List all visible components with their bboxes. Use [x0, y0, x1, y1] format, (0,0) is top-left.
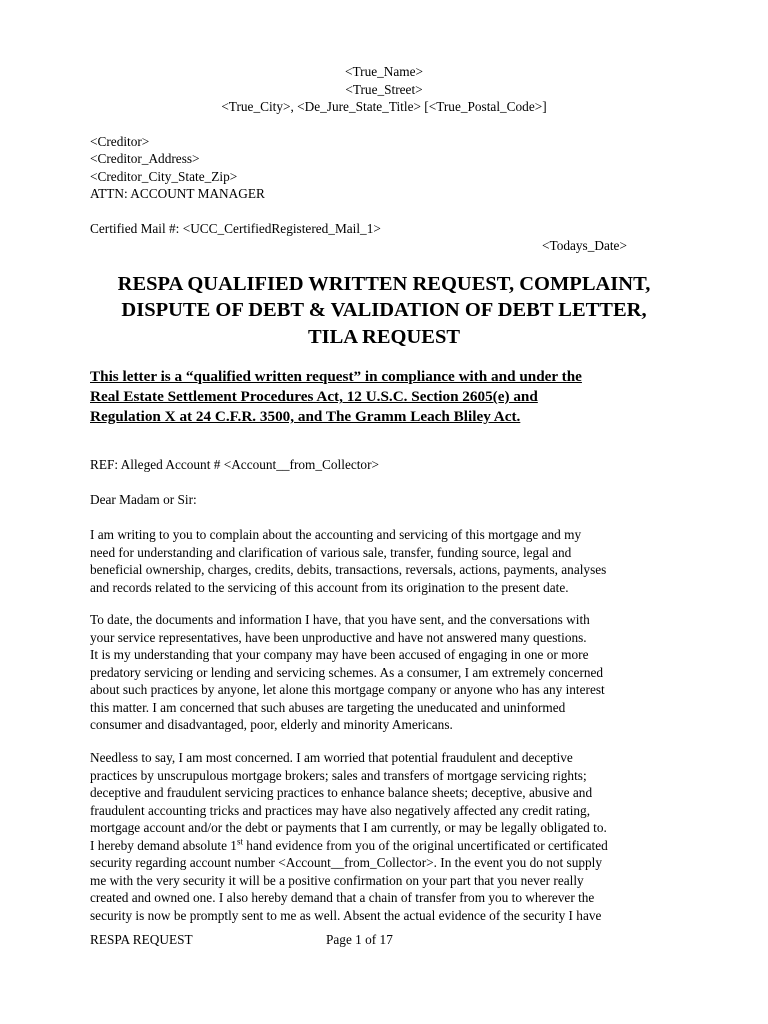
paragraph-2-line: It is my understanding that your company may have been accused of engaging in one or more — [90, 647, 589, 662]
paragraph-2-line: about such practices by anyone, let alone this mortgage company or anyone who has any interest — [90, 682, 605, 697]
paragraph-3-line: practices by unscrupulous mortgage brokers; sales and transfers of mortgage servicing rights; — [90, 767, 587, 783]
letter-date: <Todays_Date> — [542, 238, 627, 253]
paragraph-2-line: your service representatives, have been unproductive and have not answered many questions. — [90, 629, 587, 645]
notice-line-2: Real Estate Settlement Procedures Act, 12 U.S.C. Section 2605(e) and — [90, 388, 538, 405]
paragraph-1-line: beneficial ownership, charges, credits, debits, transactions, reversals, actions, payments, analyses — [90, 562, 607, 577]
paragraph-1-line: and records related to the servicing of this account from its origination to the present date. — [90, 579, 569, 595]
paragraph-2-line: To date, the documents and information I have, that you have sent, and the conversations with — [90, 612, 590, 627]
sender-name: <True_Name> — [344, 64, 424, 79]
document-title-line-2: DISPUTE OF DEBT & VALIDATION OF DEBT LETTER, — [121, 299, 647, 321]
ordinal-superscript: st — [236, 836, 243, 847]
document-title-line-1: RESPA QUALIFIED WRITTEN REQUEST, COMPLAINT, — [117, 273, 651, 295]
recipient-city-state-zip: <Creditor_City_State_Zip> — [90, 169, 238, 184]
paragraph-1 — [90, 526, 606, 596]
notice-line-3: Regulation X at 24 C.F.R. 3500, and The Gramm Leach Bliley Act. — [90, 408, 521, 425]
document-title-line-3: TILA REQUEST — [307, 326, 461, 348]
paragraph-2-line: this matter. I am concerned that such abuses are targeting the uneducated and uninformed — [90, 699, 566, 715]
sender-city-state-zip: <True_City>, <De_Jure_State_Title> [<True_Postal_Code>] — [221, 99, 547, 114]
paragraph-3-line: me with the very security it will be a positive confirmation on your part that you never really — [90, 872, 584, 888]
footer-page-number: Page 1 of 17 — [326, 932, 393, 947]
paragraph-3-line: security regarding account number <Account__from_Collector>. In the event you do not supply — [90, 855, 603, 870]
paragraph-3 — [90, 749, 608, 924]
recipient-attn: ATTN: ACCOUNT MANAGER — [90, 186, 265, 201]
paragraph-3-line: deceptive and fraudulent servicing practices to enhance balance sheets; deceptive, abusive and — [90, 785, 593, 800]
notice-line-1: This letter is a “qualified written request” in compliance with and under the — [90, 368, 582, 385]
paragraph-1-line: I am writing to you to complain about the accounting and servicing of this mortgage and my — [90, 527, 582, 542]
paragraph-3-line: mortgage account and/or the debt or payments that I am currently, or may be legally obligated to. — [90, 820, 607, 835]
paragraph-3-line: created and owned one. I also hereby demand that a chain of transfer from you to wherever the — [90, 890, 595, 905]
paragraph-3-line: security is now be promptly sent to me as well. Absent the actual evidence of the security I have — [90, 907, 602, 923]
paragraph-1-line: need for understanding and clarification of various sale, transfer, funding source, legal and — [90, 544, 572, 560]
paragraph-3-text: I hereby demand absolute 1 — [90, 837, 237, 853]
paragraph-2-line: consumer and disadvantaged, poor, elderly and minority Americans. — [90, 717, 453, 732]
paragraph-2 — [90, 611, 605, 734]
paragraph-3-line — [90, 837, 608, 855]
recipient-creditor: <Creditor> — [90, 134, 150, 149]
recipient-address: <Creditor_Address> — [90, 151, 200, 166]
paragraph-3-line: fraudulent accounting tricks and practices may have also negatively affected any credit rating, — [90, 802, 591, 818]
paragraph-3-text: hand evidence from you of the original uncertificated or certificated — [242, 837, 608, 853]
footer-document-label: RESPA REQUEST — [90, 932, 193, 947]
salutation: Dear Madam or Sir: — [90, 492, 197, 507]
account-reference: REF: Alleged Account # <Account__from_Collector> — [90, 457, 380, 472]
sender-street: <True_Street> — [345, 82, 423, 97]
paragraph-2-line: predatory servicing or lending and servicing schemes. As a consumer, I am extremely concerned — [90, 664, 604, 680]
certified-mail-number: Certified Mail #: <UCC_CertifiedRegistered_Mail_1> — [90, 221, 381, 236]
paragraph-3-line: Needless to say, I am most concerned. I am worried that potential fraudulent and deceptive — [90, 750, 573, 765]
